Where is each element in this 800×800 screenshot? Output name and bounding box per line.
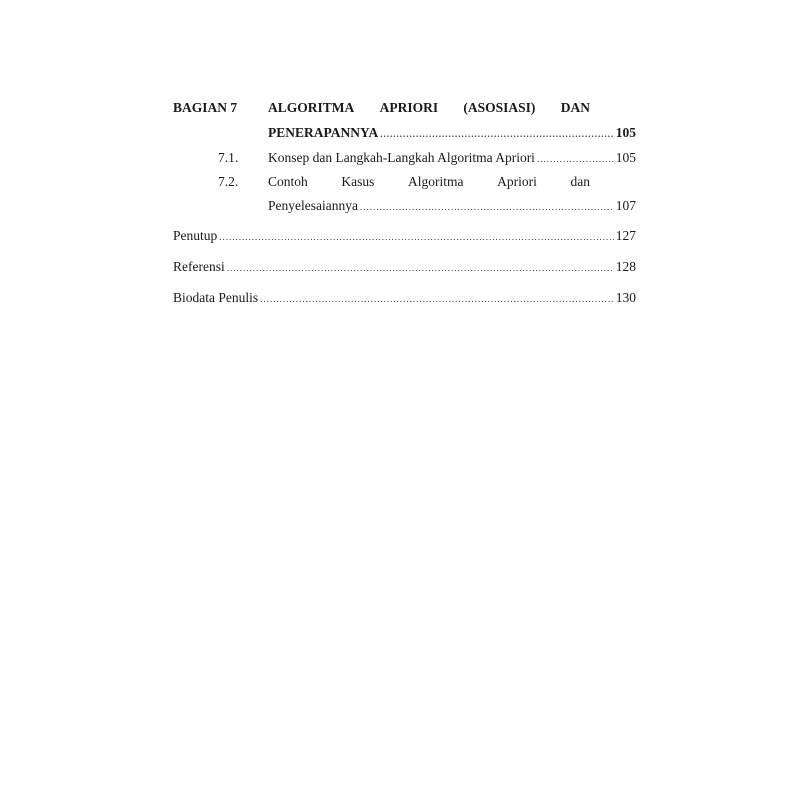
toc-entry-penutup <box>173 228 636 244</box>
chapter-title-word: ALGORITMA <box>268 100 355 115</box>
leader-dots <box>227 263 614 273</box>
section-title-word: dan <box>570 174 590 189</box>
section-page-number: 107 <box>615 198 636 213</box>
section-number <box>218 174 238 190</box>
entry-page-number: 130 <box>615 290 636 305</box>
section-number-text: 7.1. <box>218 150 239 165</box>
chapter-title-continued: PENERAPANNYA <box>268 125 379 140</box>
section-page-number: 105 <box>615 150 636 165</box>
toc-entry-biodata-penulis <box>173 290 636 306</box>
chapter-title-word: APRIORI <box>379 100 439 115</box>
entry-page-number: 128 <box>615 259 636 274</box>
entry-title: Penutup <box>173 228 218 243</box>
section-entry-7-1 <box>268 150 636 166</box>
entry-title: Biodata Penulis <box>173 290 259 305</box>
leader-dots <box>537 154 614 164</box>
section-number <box>218 150 238 166</box>
section-entry-7-2 <box>268 198 636 214</box>
leader-dots <box>360 202 614 212</box>
leader-dots <box>380 129 613 139</box>
chapter-title-word: (ASOSIASI) <box>463 100 536 115</box>
chapter-page-number: 105 <box>615 125 636 140</box>
section-title-continued: Penyelesaiannya <box>268 198 358 213</box>
entry-title: Referensi <box>173 259 225 274</box>
toc-entry-referensi <box>173 259 636 275</box>
chapter-title-line1 <box>268 100 590 116</box>
chapter-title-word: DAN <box>560 100 590 115</box>
section-number-text: 7.2. <box>218 174 239 189</box>
section-title-line1 <box>268 174 590 190</box>
section-title: Konsep dan Langkah-Langkah Algoritma Apriori <box>268 150 535 165</box>
entry-page-number: 127 <box>615 228 636 243</box>
chapter-title-line2 <box>268 125 636 141</box>
leader-dots <box>219 232 613 242</box>
leader-dots <box>260 294 614 304</box>
section-title-word: Kasus <box>341 174 375 189</box>
section-title-word: Apriori <box>497 174 537 189</box>
section-title-word: Algoritma <box>407 174 464 189</box>
section-title-word: Contoh <box>268 174 308 189</box>
chapter-label-text: BAGIAN 7 <box>173 100 238 115</box>
chapter-label <box>173 100 237 116</box>
